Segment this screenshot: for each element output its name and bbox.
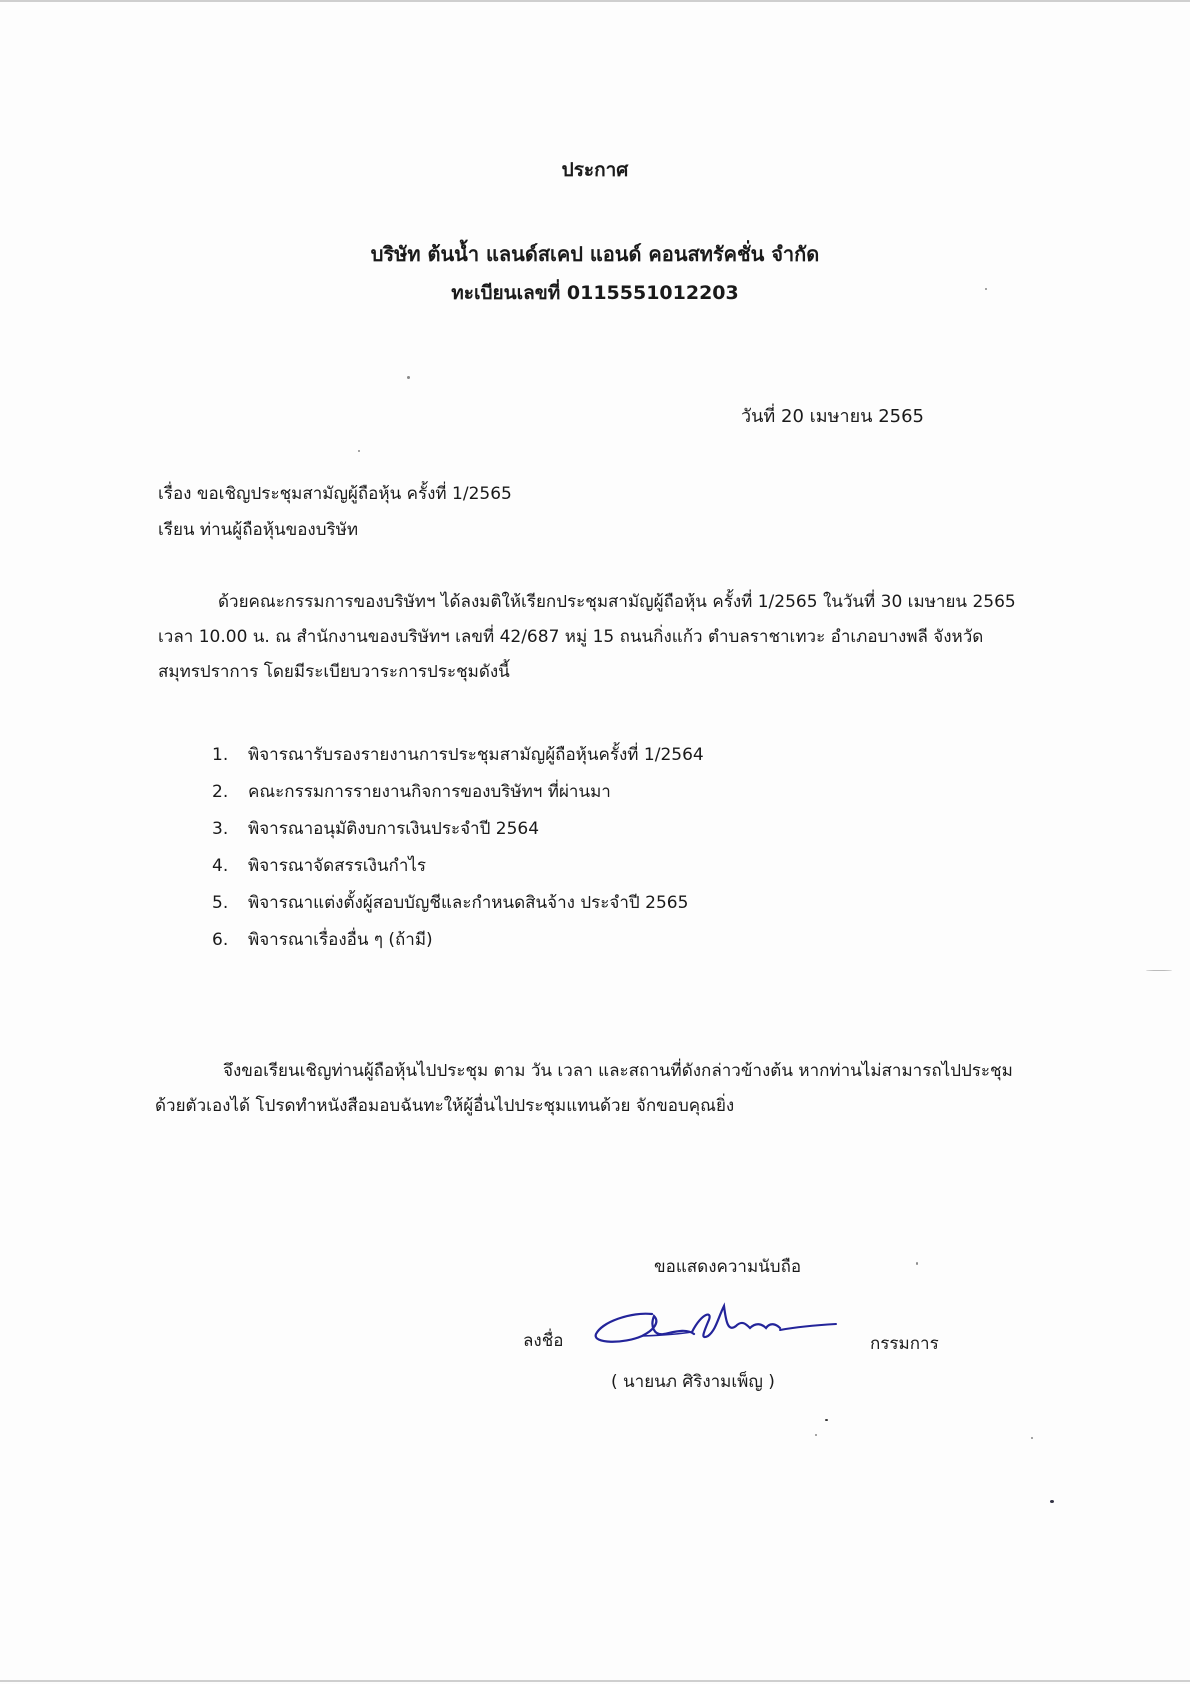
agenda-item bbox=[212, 885, 704, 922]
signer-role: กรรมการ bbox=[870, 1334, 939, 1354]
agenda-number: 6. bbox=[212, 930, 229, 950]
agenda-number: 5. bbox=[212, 893, 229, 913]
agenda-text: พิจารณารับรองรายงานการประชุมสามัญผู้ถือหุ้นครั้งที่ 1/2564 bbox=[248, 745, 704, 765]
scan-speck bbox=[1146, 970, 1172, 971]
agenda-number: 4. bbox=[212, 856, 229, 876]
regards-line: ขอแสดงความนับถือ bbox=[654, 1257, 802, 1277]
agenda-item bbox=[212, 811, 704, 848]
agenda-text: พิจารณาแต่งตั้งผู้สอบบัญชีและกำหนดสินจ้าง ประจำปี 2565 bbox=[248, 893, 689, 913]
agenda-number: 1. bbox=[212, 745, 229, 765]
document-title: ประกาศ bbox=[561, 159, 629, 181]
scan-speck bbox=[825, 1419, 828, 1421]
agenda-number: 2. bbox=[212, 782, 229, 802]
agenda-text: พิจารณาจัดสรรเงินกำไร bbox=[248, 856, 427, 876]
document-date: วันที่ 20 เมษายน 2565 bbox=[741, 406, 924, 427]
agenda-list bbox=[212, 737, 704, 959]
scan-speck bbox=[407, 376, 410, 379]
recipient-line: เรียน ท่านผู้ถือหุ้นของบริษัท bbox=[158, 520, 359, 540]
agenda-item bbox=[212, 737, 704, 774]
subject-line: เรื่อง ขอเชิญประชุมสามัญผู้ถือหุ้น ครั้งที่ 1/2565 bbox=[158, 484, 512, 504]
scan-speck bbox=[1031, 1437, 1033, 1439]
agenda-item bbox=[212, 922, 704, 959]
agenda-text: คณะกรรมการรายงานกิจการของบริษัทฯ ที่ผ่านมา bbox=[248, 782, 611, 802]
agenda-item bbox=[212, 848, 704, 885]
scan-speck bbox=[916, 1262, 918, 1265]
handwritten-signature bbox=[590, 1300, 840, 1355]
agenda-item bbox=[212, 774, 704, 811]
agenda-text: พิจารณาเรื่องอื่น ๆ (ถ้ามี) bbox=[248, 930, 433, 950]
sign-label: ลงชื่อ bbox=[523, 1331, 564, 1351]
scan-speck bbox=[985, 288, 987, 290]
intro-paragraph: ด้วยคณะกรรมการของบริษัทฯ ได้ลงมติให้เรียกประชุมสามัญผู้ถือหุ้น ครั้งที่ 1/2565 ในวันที่ 30 เมษายน 2565 เวลา 10.00 น. ณ สำนักงานของบริษัทฯ เลขที่ 42/687 หมู่ 15 ถนนกิ่งแก้ว ตำบลราชาเทวะ อำเภอบางพลี จังหวัดสมุทรปราการ โดยมีระเบียบวาระการประชุมดังนี้ bbox=[158, 592, 1016, 682]
agenda-text: พิจารณาอนุมัติงบการเงินประจำปี 2564 bbox=[248, 819, 540, 839]
scan-speck bbox=[815, 1434, 817, 1436]
scan-top-edge bbox=[0, 0, 1190, 2]
signer-name: ( นายนภ ศิริงามเพ็ญ ) bbox=[611, 1372, 775, 1392]
scan-speck bbox=[358, 450, 360, 452]
scan-speck bbox=[1050, 1500, 1054, 1503]
agenda-number: 3. bbox=[212, 819, 229, 839]
closing-paragraph: จึงขอเรียนเชิญท่านผู้ถือหุ้นไปประชุม ตาม วัน เวลา และสถานที่ดังกล่าวข้างต้น หากท่านไม่สามารถไปประชุมด้วยตัวเองได้ โปรดทำหนังสือมอบฉันทะให้ผู้อื่นไปประชุมแทนด้วย จักขอบคุณยิ่ง bbox=[155, 1061, 1013, 1116]
company-name: บริษัท ต้นน้ำ แลนด์สเคป แอนด์ คอนสทรัคชั่น จำกัด bbox=[370, 242, 820, 266]
registration-number: ทะเบียนเลขที่ 0115551012203 bbox=[451, 282, 739, 304]
scan-bottom-edge bbox=[0, 1680, 1190, 1682]
